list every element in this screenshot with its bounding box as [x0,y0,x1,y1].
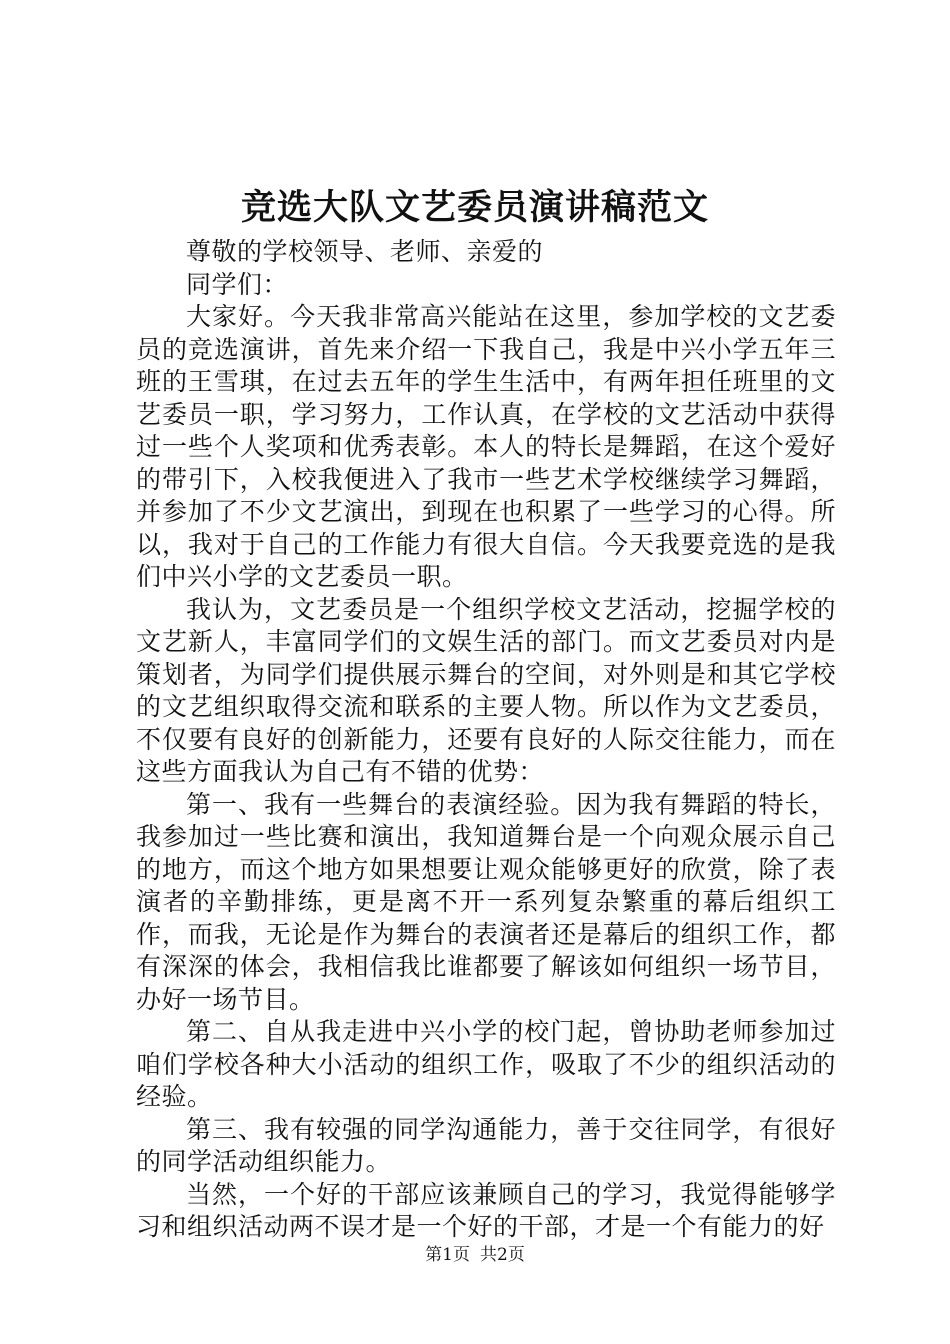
salutation-line: 尊敬的学校领导、老师、亲爱的 [186,237,544,266]
salutation-line: 同学们： [186,269,289,299]
paragraph: 大家好。今天我非常高兴能站在这里，参加学校的文艺委员的竞选演讲，首先来介绍一下我自己，我是中兴小学五年三班的王雪琪，在过去五年的学生生活中，有两年担任班里的文艺委员一职，学习努力，工作认真，在学校的文艺活动中获得过一些个人奖项和优秀表彰。本人的特长是舞蹈，在这个爱好的带引下，入校我便进入了我市一些艺术学校继续学习舞蹈，并参加了不少文艺演出，到现在也积累了一些学习的心得。所以，我对于自己的工作能力有很大自信。今天我要竞选的是我们中兴小学的文艺委员一职。 [136,302,836,591]
paragraph: 我认为，文艺委员是一个组织学校文艺活动，挖掘学校的文艺新人，丰富同学们的文娱生活的部门。而文艺委员对内是策划者，为同学们提供展示舞台的空间，对外则是和其它学校的文艺组织取得交流和联系的主要人物。所以作为文艺委员，不仅要有良好的创新能力，还要有良好的人际交往能力，而在这些方面我认为自己有不错的优势： [136,594,836,786]
paragraph: 第三、我有较强的同学沟通能力，善于交往同学，有很好的同学活动组织能力。 [136,1114,836,1176]
document-body [136,236,836,1244]
paragraph: 第一、我有一些舞台的表演经验。因为我有舞蹈的特长，我参加过一些比赛和演出，我知道舞台是一个向观众展示自己的地方，而这个地方如果想要让观众能够更好的欣赏，除了表演者的辛勤排练，更是离不开一系列复杂繁重的幕后组织工作，而我，无论是作为舞台的表演者还是幕后的组织工作，都有深深的体会，我相信我比谁都要了解该如何组织一场节目，办好一场节目。 [136,789,836,1014]
page-total: 共2页 [480,1245,525,1265]
paragraph: 当然，一个好的干部应该兼顾自己的学习，我觉得能够学习和组织活动两不误才是一个好的干部，才是一个有能力的好 [136,1179,836,1241]
page-number: 第1页 [425,1245,470,1265]
paragraph: 第二、自从我走进中兴小学的校门起，曾协助老师参加过咱们学校各种大小活动的组织工作，吸取了不少的组织活动的经验。 [136,1017,836,1111]
page-footer [0,1244,950,1266]
document-title: 竞选大队文艺委员演讲稿范文 [240,187,709,228]
